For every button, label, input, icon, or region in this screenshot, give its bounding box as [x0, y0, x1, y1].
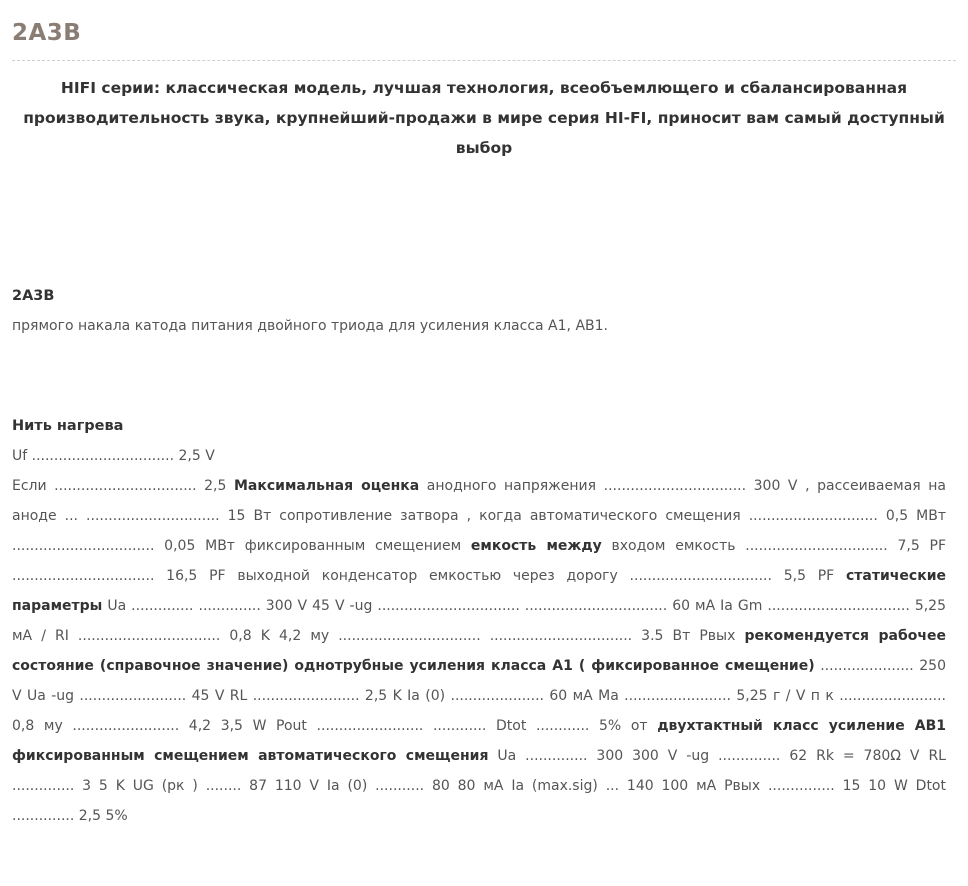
spec-bold-text: Максимальная оценка — [234, 478, 420, 494]
spec-text-segment: V Ua -ug ........................ 45 V RL ........................ 2,5 K Ia (0) ..................... 60 мА Ma ........................ 5,25 г / V п к ........................ — [12, 688, 946, 704]
spec-line — [12, 478, 946, 494]
spec-text-segment: Ua .............. .............. 300 V 45 V -ug ................................ ................................ 60 мА Ia Gm ................................ 5,25 — [102, 598, 946, 614]
spec-text-segment: аноде ... .............................. 15 Вт сопротивление затвора , когда автоматического смещения ............................. 0,5 МВт — [12, 508, 946, 524]
spec-bold-text: фиксированным смещением автоматического смещения — [12, 748, 489, 764]
spec-line — [12, 688, 946, 704]
spec-line — [12, 628, 946, 644]
dashed-divider — [12, 60, 956, 61]
spec-text-segment: Ua .............. 300 300 V -ug .............. 62 Rk = 780Ω V RL — [488, 748, 946, 764]
spec-text-segment: 0,8 му ........................ 4,2 3,5 W Pout ........................ ............ Dtot ............ 5% от — [12, 718, 658, 734]
spec-text-segment: Uf ................................ 2,5 V — [12, 448, 215, 464]
spec-line — [12, 568, 946, 584]
model-description: прямого накала катода питания двойного триода для усиления класса A1, AB1. — [12, 318, 608, 334]
spec-line — [12, 508, 946, 524]
spec-text-segment: Если ................................ 2,5 — [12, 478, 234, 494]
spec-line — [12, 748, 946, 764]
spec-line — [12, 778, 946, 794]
intro-text: HIFI серии: классическая модель, лучшая технология, всеобъемлющего и сбалансированная производительность звука, крупнейший-продажи в мире серия HI-FI, приносит вам самый доступный выбор — [23, 79, 945, 157]
spec-line — [12, 538, 946, 554]
spec-line — [12, 808, 128, 824]
model-title: 2A3B — [12, 288, 55, 304]
spec-bold-text: статические — [846, 568, 946, 584]
spec-text-segment: .............. 3 5 K UG (рк ) ........ 87 110 V Ia (0) ........... 80 80 мА Ia (max.sig) ... 140 100 мА Pвых ............... 15 10 W Dtot — [12, 778, 946, 794]
spec-bold-text: состояние (справочное значение) однотрубные усиления класса A1 ( фиксированное смещение) — [12, 658, 815, 674]
spec-line — [12, 448, 215, 464]
spec-bold-text: рекомендуется рабочее — [744, 628, 946, 644]
spec-bold-text: двухтактный класс усиление AB1 — [657, 718, 946, 734]
spec-bold-text: параметры — [12, 598, 103, 614]
spec-text-segment: ................................ 0,05 МВт фиксированным смещением — [12, 538, 471, 554]
spec-text-segment: входом емкость ................................ 7,5 PF — [601, 538, 946, 554]
section-title-heater: Нить нагрева — [12, 418, 124, 434]
spec-text-segment: .............. 2,5 5% — [12, 808, 128, 824]
spec-text-segment: анодного напряжения ................................ 300 V , рассеиваемая на — [419, 478, 946, 494]
spec-text-segment: мА / RI ................................ 0,8 K 4,2 му ................................ ................................ 3.5 Вт Pвых — [12, 628, 745, 644]
spec-text-segment: ..................... 250 — [814, 658, 946, 674]
page-title: 2A3B — [12, 20, 82, 46]
spec-line — [12, 718, 946, 734]
spec-text-segment: ................................ 16,5 PF выходной конденсатор емкостью через дорогу ................................ 5,5 PF — [12, 568, 846, 584]
spec-line — [12, 658, 946, 674]
spec-bold-text: емкость между — [470, 538, 602, 554]
spec-line — [12, 598, 946, 614]
